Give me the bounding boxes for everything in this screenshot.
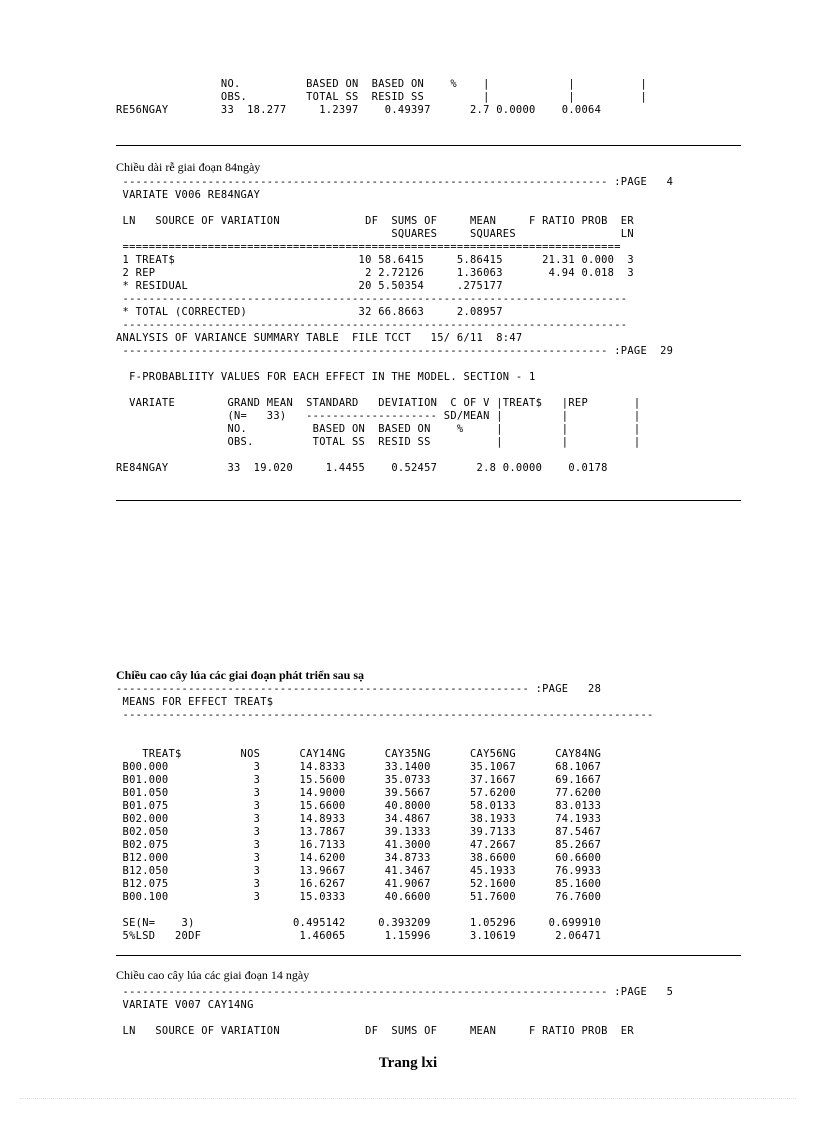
text-line: F-PROBABLIITY VALUES FOR EACH EFFECT IN THE MODEL. SECTION - 1 bbox=[116, 371, 536, 383]
text-line: RE84NGAY 33 19.020 1.4455 0.52457 2.8 0.0000 0.0178 bbox=[116, 462, 608, 474]
table-row: B01.075 3 15.6600 40.8000 58.0133 83.0133 bbox=[116, 800, 602, 812]
text-line: ============================================================================ bbox=[116, 241, 621, 253]
text-line: ----------------------------------------------------------------------------- bbox=[116, 319, 628, 331]
text-line: 2 REP 2 2.72126 1.36063 4.94 0.018 3 bbox=[116, 267, 634, 279]
text-line: NO. BASED ON BASED ON % | | | bbox=[116, 78, 648, 90]
page-bottom-border bbox=[20, 1098, 796, 1099]
text-line: 1 TREAT$ 10 58.6415 5.86415 21.31 0.000 3 bbox=[116, 254, 634, 266]
section-divider bbox=[116, 955, 741, 956]
text-line: LN SOURCE OF VARIATION DF SUMS OF MEAN F RATIO PROB ER bbox=[116, 1025, 634, 1037]
text-line: -------------------------------------------------------------------------- :PAGE 4 bbox=[116, 176, 674, 188]
section-caption-root-length-84: Chiều dài rễ giai đoạn 84ngày bbox=[116, 160, 261, 174]
text-line: ANALYSIS OF VARIANCE SUMMARY TABLE FILE TCCT 15/ 6/11 8:47 bbox=[116, 332, 523, 344]
text-line: SQUARES SQUARES LN bbox=[116, 228, 634, 240]
text-line: VARIATE GRAND MEAN STANDARD DEVIATION C OF V |TREAT$ |REP | bbox=[116, 397, 641, 409]
text-line: * TOTAL (CORRECTED) 32 66.8663 2.08957 bbox=[116, 306, 503, 318]
text-line: MEANS FOR EFFECT TREAT$ bbox=[116, 696, 274, 708]
text-line: VARIATE V007 CAY14NG bbox=[116, 999, 254, 1011]
text-line: -------------------------------------------------------------------------- :PAGE 29 bbox=[116, 345, 674, 357]
table-row: B12.050 3 13.9667 41.3467 45.1933 76.9933 bbox=[116, 865, 602, 877]
table-row: B02.000 3 14.8933 34.4867 38.1933 74.1933 bbox=[116, 813, 602, 825]
text-line: -------------------------------------------------------------------------- :PAGE 5 bbox=[116, 986, 674, 998]
text-line: (N= 33) -------------------- SD/MEAN | | | bbox=[116, 410, 641, 422]
table-row: B12.075 3 16.6267 41.9067 52.1600 85.1600 bbox=[116, 878, 602, 890]
text-line: LN SOURCE OF VARIATION DF SUMS OF MEAN F RATIO PROB ER bbox=[116, 215, 634, 227]
page-footer: Trang lxi bbox=[378, 1055, 438, 1071]
anova-output-re84ngay bbox=[116, 176, 673, 475]
means-table-treat bbox=[116, 683, 654, 943]
text-line: OBS. TOTAL SS RESID SS | | | bbox=[116, 436, 641, 448]
text-line: VARIATE V006 RE84NGAY bbox=[116, 189, 261, 201]
table-row: B12.000 3 14.6200 34.8733 38.6600 60.6600 bbox=[116, 852, 602, 864]
anova-summary-re56ngay bbox=[116, 78, 647, 117]
table-row: SE(N= 3) 0.495142 0.393209 1.05296 0.699910 bbox=[116, 917, 602, 929]
text-line: RE56NGAY 33 18.277 1.2397 0.49397 2.7 0.0000 0.0064 bbox=[116, 104, 602, 116]
table-row: TREAT$ NOS CAY14NG CAY35NG CAY56NG CAY84NG bbox=[116, 748, 602, 760]
anova-output-cay14ng bbox=[116, 986, 673, 1038]
section-divider bbox=[116, 145, 741, 146]
text-line: --------------------------------------------------------------- :PAGE 28 bbox=[116, 683, 602, 695]
section-caption-plant-height-14: Chiều cao cây lúa các giai đoạn 14 ngày bbox=[116, 968, 310, 982]
table-row: B02.050 3 13.7867 39.1333 39.7133 87.5467 bbox=[116, 826, 602, 838]
table-row: B00.000 3 14.8333 33.1400 35.1067 68.1067 bbox=[116, 761, 602, 773]
text-line: NO. BASED ON BASED ON % | | | bbox=[116, 423, 641, 435]
table-row: B01.000 3 15.5600 35.0733 37.1667 69.1667 bbox=[116, 774, 602, 786]
text-line: * RESIDUAL 20 5.50354 .275177 bbox=[116, 280, 503, 292]
text-line: ----------------------------------------------------------------------------- bbox=[116, 293, 628, 305]
text-line: --------------------------------------------------------------------------------- bbox=[116, 709, 654, 721]
section-caption-plant-height: Chiều cao cây lúa các giai đoạn phát triển sau sạ bbox=[116, 668, 365, 682]
table-row: B01.050 3 14.9000 39.5667 57.6200 77.6200 bbox=[116, 787, 602, 799]
table-row: B02.075 3 16.7133 41.3000 47.2667 85.2667 bbox=[116, 839, 602, 851]
table-row: B00.100 3 15.0333 40.6600 51.7600 76.7600 bbox=[116, 891, 602, 903]
text-line: OBS. TOTAL SS RESID SS | | | bbox=[116, 91, 648, 103]
table-row: 5%LSD 20DF 1.46065 1.15996 3.10619 2.06471 bbox=[116, 930, 602, 942]
section-divider bbox=[116, 500, 741, 501]
